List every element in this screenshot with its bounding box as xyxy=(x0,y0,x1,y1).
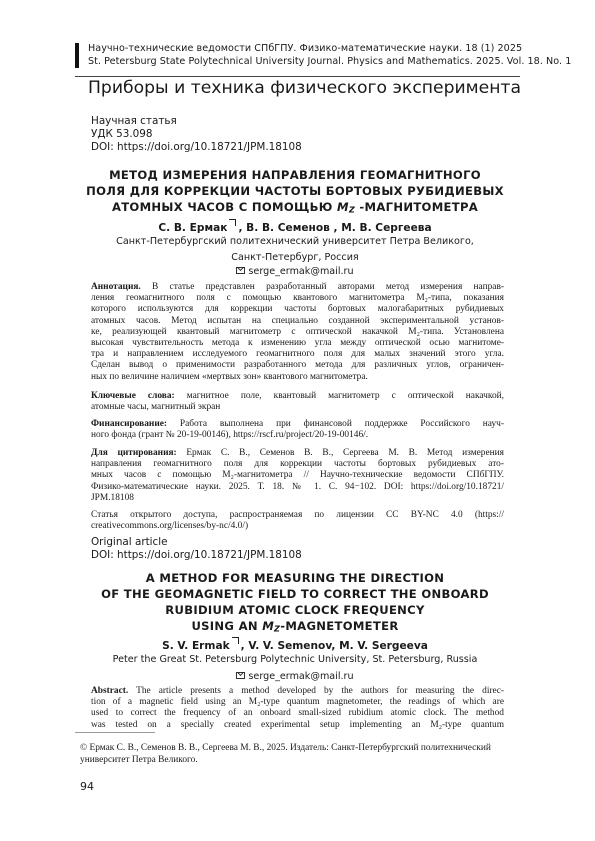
corresponding-author-icon xyxy=(232,637,239,644)
mail-icon xyxy=(236,267,245,274)
email-link[interactable]: serge_ermak@mail.ru xyxy=(248,266,354,277)
keywords-label: Ключевые слова: xyxy=(91,391,175,401)
title-ru-line: МЕТОД ИЗМЕРЕНИЯ НАПРАВЛЕНИЯ ГЕОМАГНИТНОГО xyxy=(109,168,481,182)
page-number: 94 xyxy=(80,780,94,793)
funding-label: Финансирование: xyxy=(91,419,168,429)
license-ru: Статья открытого доступа, распространяемая по лицензии CC BY-NC 4.0 (https:// creativecommons.org/licenses/by-nc/4.0/) xyxy=(91,510,504,532)
doi-ru: DOI: https://doi.org/10.18721/JPM.18108 xyxy=(91,141,302,153)
header-accent-bar xyxy=(75,43,79,68)
email-link[interactable]: serge_ermak@mail.ru xyxy=(248,671,354,682)
article-type-ru: Научная статья xyxy=(91,115,177,127)
title-ru-line: ПОЛЯ ДЛЯ КОРРЕКЦИИ ЧАСТОТЫ БОРТОВЫХ РУБИДИЕВЫХ xyxy=(86,184,504,198)
abstract-label-en: Abstract. xyxy=(91,686,129,696)
footnote-rule xyxy=(75,732,155,733)
title-en-line: RUBIDIUM ATOMIC CLOCK FREQUENCY xyxy=(165,603,425,617)
doi-en: DOI: https://doi.org/10.18721/JPM.18108 xyxy=(91,549,302,561)
udc: УДК 53.098 xyxy=(91,128,153,140)
citation-label: Для цитирования: xyxy=(91,448,177,458)
keywords-ru: Ключевые слова: магнитное поле, квантовый магнитометр с оптической накачкой, атомные часы, магнитный экран xyxy=(91,391,505,413)
title-ru-line: АТОМНЫХ ЧАСОВ С ПОМОЩЬЮ $M_Z$ -МАГНИТОМЕТРА xyxy=(111,200,479,215)
abstract-en: Abstract. The article presents a method developed by the authors for measuring the direc- tion of a magnetic field using an M₂-type quantum magnetometer, the readings of which are used to correct the frequency of an onboard small-sized rubidium atomic clock. The method was tested on a specially created experimental setup implementing an M₂-type quantum xyxy=(91,686,504,730)
abstract-ru: Аннотация. В статье представлен разработанный авторами метод измерения направ- ления геомагнитного поля с помощью квантового магнитометра M₂-типа, показания которого используются для коррекции частоты бортовых малогабаритных рубидиевых атомных часов. Метод испытан на специально созданной экспериментальной установ- ке, реализующей квантовый магнитометр с оптической накачкой M₂-типа. Установлена высокая чувствительность метода к изменению угла между оптической осью магнитоме- тра и направлением исследуемого геомагнитного поля для малых значений этого угла. Сделан вывод о применимости разработанного метода для различных углов, ограничен- ных по величине наличием «мертвых зон» квантового магнитометра. xyxy=(91,282,504,382)
title-en-line: USING AN $M_Z$-MAGNETOMETER xyxy=(191,619,399,634)
header-rule xyxy=(75,76,520,77)
title-en-line: OF THE GEOMAGNETIC FIELD TO CORRECT THE ONBOARD xyxy=(101,587,489,601)
authors-ru: С. В. Ермак , В. В. Семенов , М. В. Сергеева xyxy=(80,219,510,234)
citation-ru: Для цитирования: Ермак С. В., Семенов В. В., Сергеева М. В. Метод измерения направления геомагнитного поля для коррекции частоты бортовых рубидиевых ато- мных часов с помощью M₂-магнитометра // Научно-технические ведомости СПбГПУ. Физико-математические науки. 2025. Т. 18. № 1. С. 94−102. DOI: https://doi.org/10.18721/ JPM.18108 xyxy=(91,448,504,503)
title-ru xyxy=(80,167,510,218)
affiliation-ru-line: Санкт-Петербург, Россия xyxy=(231,252,359,263)
email-en xyxy=(80,671,510,682)
copyright-footnote: © Ермак С. В., Семенов В. В., Сергеева М. В., 2025. Издатель: Санкт-Петербургский политехнический университет Петра Великого. xyxy=(80,743,491,765)
authors-en: S. V. Ermak , V. V. Semenov, M. V. Sergeeva xyxy=(80,637,510,652)
funding-ru: Финансирование: Работа выполнена при финансовой поддержке Российского науч- ного фонда (грант № 20-19-00146), https://rscf.ru/project/20-19-00146/. xyxy=(91,419,504,441)
title-en-line: A METHOD FOR MEASURING THE DIRECTION xyxy=(145,571,445,585)
journal-title-en: St. Petersburg State Polytechnical University Journal. Physics and Mathematics. 2025. Vol. 18. No. 1 xyxy=(88,56,572,67)
email-ru xyxy=(80,266,510,277)
affiliation-ru-line: Санкт-Петербургский политехнический университет Петра Великого, xyxy=(116,236,474,247)
corresponding-author-icon xyxy=(229,219,236,226)
section-title: Приборы и техника физического эксперимента xyxy=(88,78,521,98)
mail-icon xyxy=(236,672,245,679)
affiliation-en: Peter the Great St. Petersburg Polytechnic University, St. Petersburg, Russia xyxy=(112,654,478,665)
article-type-en: Original article xyxy=(91,536,168,548)
abstract-label-ru: Аннотация. xyxy=(91,282,141,292)
journal-title-ru: Научно-технические ведомости СПбГПУ. Физико-математические науки. 18 (1) 2025 xyxy=(88,43,523,54)
affiliation-ru xyxy=(80,234,510,266)
title-en xyxy=(80,570,510,637)
